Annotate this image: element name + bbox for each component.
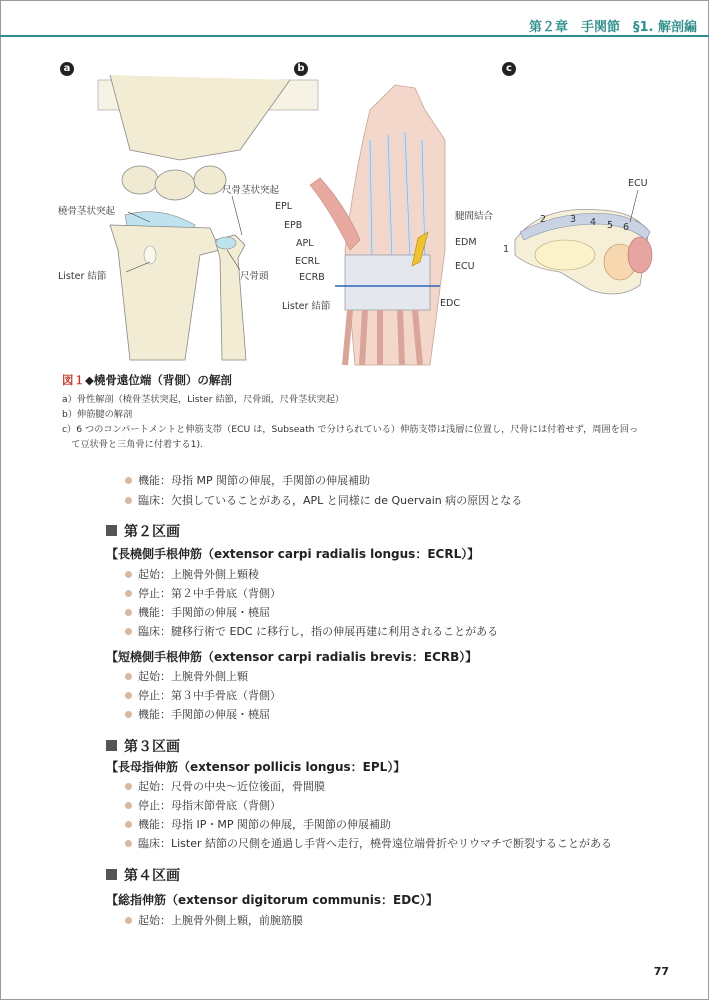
label-compartment-6: 6 bbox=[623, 222, 630, 233]
bullet-dot-icon bbox=[125, 497, 132, 504]
list-item: 臨床：腱移行術で EDC に移行し，指の伸展再建に利用されることがある bbox=[125, 623, 498, 639]
page-number: 77 bbox=[653, 965, 669, 978]
label-ecu-c: ECU bbox=[628, 178, 648, 189]
panel-a-bones-illustration bbox=[98, 75, 318, 360]
panel-badge-c: c bbox=[502, 62, 516, 76]
bullet-dot-icon bbox=[125, 692, 132, 699]
muscle-heading-ecrl: 【長橈側手根伸筋（extensor carpi radialis longus：ECRL）】 bbox=[106, 547, 480, 561]
list-item: 停止：第２中手骨底（背側） bbox=[125, 585, 281, 601]
label-compartment-4: 4 bbox=[590, 217, 597, 228]
label-lister-tubercle-a: Lister 結節 bbox=[58, 271, 107, 282]
list-item: 停止：第３中手骨底（背側） bbox=[125, 687, 281, 703]
panel-badge-a: a bbox=[60, 62, 74, 76]
caption-line-c: c）6 つのコンパートメントと伸筋支帯（ECU は，Subseath で分けられている）伸筋支帯は浅層に位置し，尺骨には付着せず，周囲を回っ bbox=[62, 424, 639, 435]
bullet-dot-icon bbox=[125, 609, 132, 616]
label-compartment-3: 3 bbox=[570, 214, 577, 225]
list-item: 起始：上腕骨外側上顆稜 bbox=[125, 566, 259, 582]
label-epl: EPL bbox=[275, 201, 293, 212]
label-ecrb: ECRB bbox=[299, 272, 325, 283]
muscle-heading-epl: 【長母指伸筋（extensor pollicis longus：EPL）】 bbox=[106, 760, 406, 774]
muscle-heading-ecrb: 【短橈側手根伸筋（extensor carpi radialis brevis：ECRB）】 bbox=[106, 650, 478, 664]
list-item: 起始：尺骨の中央～近位後面，骨間膜 bbox=[125, 778, 325, 794]
label-apl: APL bbox=[296, 238, 314, 249]
bullet-dot-icon bbox=[125, 628, 132, 635]
muscle-heading-edc: 【総指伸筋（extensor digitorum communis：EDC）】 bbox=[106, 893, 438, 907]
label-juncturae-tendinum: 腱間結合 bbox=[455, 211, 494, 222]
list-item: 機能：母指 MP 関節の伸展，手関節の伸展補助 bbox=[125, 472, 370, 488]
list-item: 機能：母指 IP・MP 関節の伸展，手関節の伸展補助 bbox=[125, 816, 391, 832]
panel-c-cross-section-illustration bbox=[515, 190, 652, 294]
panel-b-tendons-illustration bbox=[310, 85, 445, 365]
bullet-dot-icon bbox=[125, 673, 132, 680]
bullet-dot-icon bbox=[125, 917, 132, 924]
section-heading-2: 第２区画 bbox=[106, 521, 180, 541]
bullet-dot-icon bbox=[125, 590, 132, 597]
caption-line-b: b）伸筋腱の解剖 bbox=[62, 409, 133, 420]
label-ulnar-head: 尺骨頭 bbox=[240, 271, 269, 282]
caption-line-a: a）骨性解剖（橈骨茎状突起，Lister 結節，尺骨頭，尺骨茎状突起） bbox=[62, 394, 345, 405]
section-heading-3: 第３区画 bbox=[106, 736, 180, 756]
bullet-dot-icon bbox=[125, 840, 132, 847]
label-edc: EDC bbox=[440, 298, 460, 309]
bullet-dot-icon bbox=[125, 821, 132, 828]
bullet-dot-icon bbox=[125, 477, 132, 484]
panel-badge-b: b bbox=[294, 62, 308, 76]
anatomy-figure bbox=[0, 0, 709, 370]
label-radial-styloid: 橈骨茎状突起 bbox=[58, 206, 116, 217]
label-ecu-b: ECU bbox=[455, 261, 475, 272]
bullet-dot-icon bbox=[125, 711, 132, 718]
label-compartment-5: 5 bbox=[607, 220, 614, 231]
bullet-dot-icon bbox=[125, 802, 132, 809]
bullet-dot-icon bbox=[125, 783, 132, 790]
list-item: 臨床：Lister 結節の尺側を通過し手背へ走行，橈骨遠位端骨折やリウマチで断裂することがある bbox=[125, 835, 612, 851]
figure-caption bbox=[62, 372, 662, 452]
label-ecrl: ECRL bbox=[295, 256, 320, 267]
bullet-dot-icon bbox=[125, 571, 132, 578]
list-item: 臨床：欠損していることがある，APL と同様に de Quervain 病の原因となる bbox=[125, 492, 522, 508]
section-heading-4: 第４区画 bbox=[106, 865, 180, 885]
caption-title-text: ◆橈骨遠位端（背側）の解剖 bbox=[85, 373, 232, 387]
caption-title bbox=[62, 372, 662, 388]
square-bullet-icon bbox=[106, 869, 117, 880]
square-bullet-icon bbox=[106, 740, 117, 751]
label-epb: EPB bbox=[284, 220, 303, 231]
list-item: 起始：上腕骨外側上顆 bbox=[125, 668, 248, 684]
label-ulnar-styloid: 尺骨茎状突起 bbox=[222, 185, 280, 196]
caption-line-c-cont: て豆状骨と三角骨に付着する1). bbox=[62, 439, 203, 450]
label-compartment-2: 2 bbox=[540, 214, 547, 225]
label-compartment-1: 1 bbox=[503, 244, 510, 255]
list-item: 機能：手関節の伸展・橈屈 bbox=[125, 706, 270, 722]
list-item: 起始：上腕骨外側上顆，前腕筋膜 bbox=[125, 912, 303, 928]
chapter-header: 第２章 手関節 §1. 解剖編 bbox=[528, 20, 697, 35]
caption-figure-number: 図１ bbox=[62, 373, 85, 387]
list-item: 停止：母指末節骨底（背側） bbox=[125, 797, 281, 813]
label-edm: EDM bbox=[455, 237, 477, 248]
list-item: 機能：手関節の伸展・橈屈 bbox=[125, 604, 270, 620]
square-bullet-icon bbox=[106, 525, 117, 536]
label-lister-tubercle-b: Lister 結節 bbox=[282, 301, 331, 312]
